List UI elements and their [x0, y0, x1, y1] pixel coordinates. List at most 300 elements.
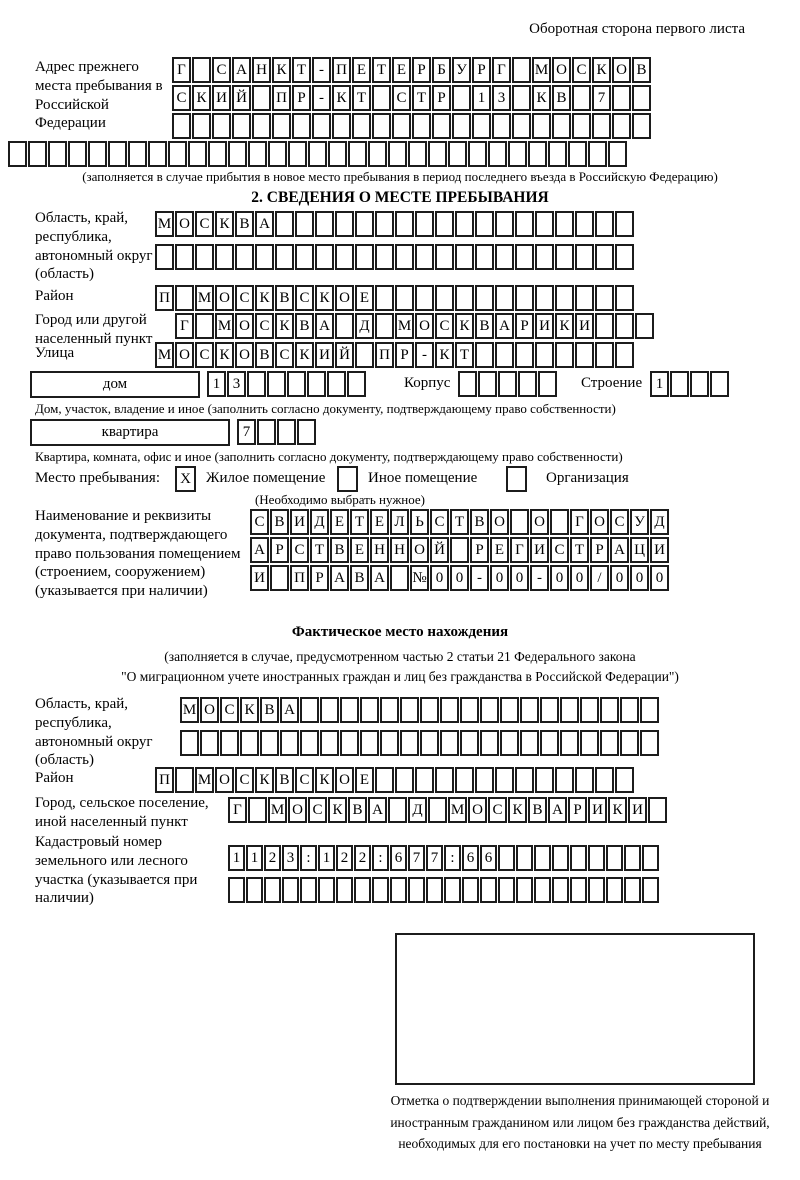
char-box[interactable]: И	[250, 565, 269, 591]
char-box[interactable]	[435, 211, 454, 237]
char-box[interactable]	[440, 730, 459, 756]
char-box[interactable]	[307, 371, 326, 397]
char-box[interactable]	[368, 141, 387, 167]
char-box[interactable]	[352, 113, 371, 139]
char-box[interactable]: Й	[335, 342, 354, 368]
char-box[interactable]	[428, 797, 447, 823]
char-box[interactable]: О	[235, 313, 254, 339]
char-box[interactable]	[295, 211, 314, 237]
char-box[interactable]	[295, 244, 314, 270]
char-box[interactable]	[475, 285, 494, 311]
char-box[interactable]: 0	[550, 565, 569, 591]
char-box[interactable]: Т	[455, 342, 474, 368]
char-box[interactable]: Е	[392, 57, 411, 83]
char-box[interactable]	[432, 113, 451, 139]
char-box[interactable]	[560, 730, 579, 756]
char-box[interactable]	[615, 211, 634, 237]
char-box[interactable]: Н	[252, 57, 271, 83]
char-box[interactable]	[200, 730, 219, 756]
char-box[interactable]: П	[375, 342, 394, 368]
char-box[interactable]	[450, 537, 469, 563]
char-box[interactable]	[267, 371, 286, 397]
char-box[interactable]: В	[350, 565, 369, 591]
char-box[interactable]	[475, 342, 494, 368]
char-box[interactable]	[426, 877, 443, 903]
char-box[interactable]: 3	[227, 371, 246, 397]
char-box[interactable]	[510, 509, 529, 535]
char-box[interactable]	[246, 877, 263, 903]
char-box[interactable]: П	[290, 565, 309, 591]
char-box[interactable]	[395, 211, 414, 237]
char-box[interactable]	[480, 877, 497, 903]
char-box[interactable]	[408, 141, 427, 167]
char-box[interactable]	[455, 211, 474, 237]
char-box[interactable]: С	[235, 767, 254, 793]
char-box[interactable]	[552, 845, 569, 871]
char-box[interactable]	[615, 285, 634, 311]
char-box[interactable]: К	[295, 342, 314, 368]
char-box[interactable]: Р	[472, 57, 491, 83]
char-box[interactable]	[478, 371, 497, 397]
char-box[interactable]	[308, 141, 327, 167]
char-box[interactable]	[516, 877, 533, 903]
char-box[interactable]	[435, 285, 454, 311]
char-box[interactable]: П	[332, 57, 351, 83]
char-box[interactable]: К	[328, 797, 347, 823]
char-box[interactable]	[615, 342, 634, 368]
char-box[interactable]	[340, 697, 359, 723]
char-box[interactable]: Т	[372, 57, 391, 83]
char-box[interactable]	[408, 877, 425, 903]
char-box[interactable]	[336, 877, 353, 903]
char-box[interactable]	[360, 730, 379, 756]
char-box[interactable]	[575, 211, 594, 237]
char-box[interactable]	[498, 877, 515, 903]
char-box[interactable]	[495, 244, 514, 270]
char-box[interactable]	[552, 877, 569, 903]
char-box[interactable]	[550, 509, 569, 535]
char-box[interactable]	[670, 371, 689, 397]
char-box[interactable]: С	[172, 85, 191, 111]
char-box[interactable]	[360, 697, 379, 723]
char-box[interactable]: 2	[354, 845, 371, 871]
char-box[interactable]	[375, 211, 394, 237]
char-box[interactable]	[28, 141, 47, 167]
char-box[interactable]	[435, 244, 454, 270]
char-box[interactable]	[395, 285, 414, 311]
char-box[interactable]	[615, 313, 634, 339]
char-box[interactable]: Р	[310, 565, 329, 591]
char-box[interactable]	[710, 371, 729, 397]
char-box[interactable]	[642, 845, 659, 871]
char-box[interactable]	[420, 697, 439, 723]
char-box[interactable]	[570, 845, 587, 871]
char-box[interactable]	[575, 342, 594, 368]
char-box[interactable]: М	[195, 767, 214, 793]
char-box[interactable]: С	[275, 342, 294, 368]
char-box[interactable]	[340, 730, 359, 756]
char-box[interactable]	[535, 211, 554, 237]
char-box[interactable]	[400, 697, 419, 723]
char-box[interactable]: И	[315, 342, 334, 368]
char-box[interactable]: Е	[352, 57, 371, 83]
char-box[interactable]	[475, 244, 494, 270]
char-box[interactable]	[228, 877, 245, 903]
char-box[interactable]	[68, 141, 87, 167]
char-box[interactable]	[555, 211, 574, 237]
char-box[interactable]	[608, 141, 627, 167]
char-box[interactable]	[624, 845, 641, 871]
char-box[interactable]: Т	[292, 57, 311, 83]
char-box[interactable]: 0	[650, 565, 669, 591]
char-box[interactable]: И	[290, 509, 309, 535]
char-box[interactable]: Г	[492, 57, 511, 83]
char-box[interactable]	[212, 113, 231, 139]
char-box[interactable]	[215, 244, 234, 270]
char-box[interactable]	[180, 730, 199, 756]
char-box[interactable]	[300, 730, 319, 756]
char-box[interactable]: Т	[350, 509, 369, 535]
char-box[interactable]: К	[275, 313, 294, 339]
char-box[interactable]	[595, 767, 614, 793]
char-box[interactable]	[480, 697, 499, 723]
char-box[interactable]: -	[312, 57, 331, 83]
char-box[interactable]	[495, 211, 514, 237]
char-box[interactable]: В	[348, 797, 367, 823]
char-box[interactable]	[280, 730, 299, 756]
char-box[interactable]: Д	[650, 509, 669, 535]
char-box[interactable]	[448, 141, 467, 167]
char-box[interactable]: Г	[175, 313, 194, 339]
char-box[interactable]: М	[268, 797, 287, 823]
char-box[interactable]: О	[552, 57, 571, 83]
char-box[interactable]: Р	[270, 537, 289, 563]
char-box[interactable]	[575, 285, 594, 311]
char-box[interactable]	[355, 342, 374, 368]
char-box[interactable]	[535, 342, 554, 368]
char-box[interactable]: А	[315, 313, 334, 339]
char-box[interactable]: Т	[450, 509, 469, 535]
char-box[interactable]: Н	[370, 537, 389, 563]
char-box[interactable]	[155, 244, 174, 270]
char-box[interactable]: 2	[264, 845, 281, 871]
char-box[interactable]: Т	[352, 85, 371, 111]
char-box[interactable]: П	[155, 767, 174, 793]
char-box[interactable]	[288, 141, 307, 167]
char-box[interactable]	[192, 57, 211, 83]
char-box[interactable]	[515, 211, 534, 237]
char-box[interactable]: И	[535, 313, 554, 339]
char-box[interactable]	[392, 113, 411, 139]
char-box[interactable]: 7	[237, 419, 256, 445]
char-box[interactable]: О	[215, 767, 234, 793]
char-box[interactable]	[335, 244, 354, 270]
char-box[interactable]	[690, 371, 709, 397]
char-box[interactable]	[255, 244, 274, 270]
char-box[interactable]: А	[232, 57, 251, 83]
char-box[interactable]	[337, 466, 358, 492]
char-box[interactable]: 6	[462, 845, 479, 871]
char-box[interactable]: В	[295, 313, 314, 339]
char-box[interactable]	[606, 845, 623, 871]
char-box[interactable]: С	[195, 342, 214, 368]
char-box[interactable]: О	[410, 537, 429, 563]
char-box[interactable]	[128, 141, 147, 167]
char-box[interactable]	[495, 285, 514, 311]
char-box[interactable]: С	[220, 697, 239, 723]
char-box[interactable]	[240, 730, 259, 756]
char-box[interactable]	[168, 141, 187, 167]
char-box[interactable]: О	[590, 509, 609, 535]
char-box[interactable]	[595, 211, 614, 237]
char-box[interactable]	[348, 141, 367, 167]
char-box[interactable]	[312, 113, 331, 139]
char-box[interactable]: И	[212, 85, 231, 111]
char-box[interactable]	[515, 767, 534, 793]
char-box[interactable]: И	[588, 797, 607, 823]
char-box[interactable]: Е	[355, 285, 374, 311]
char-box[interactable]: С	[435, 313, 454, 339]
char-box[interactable]	[257, 419, 276, 445]
char-box[interactable]: С	[392, 85, 411, 111]
char-box[interactable]	[372, 113, 391, 139]
char-box[interactable]	[515, 244, 534, 270]
char-box[interactable]: №	[410, 565, 429, 591]
char-box[interactable]	[415, 244, 434, 270]
char-box[interactable]: 1	[472, 85, 491, 111]
char-box[interactable]: М	[180, 697, 199, 723]
char-box[interactable]	[615, 767, 634, 793]
char-box[interactable]	[588, 845, 605, 871]
char-box[interactable]	[175, 767, 194, 793]
char-box[interactable]: О	[288, 797, 307, 823]
char-box[interactable]	[512, 57, 531, 83]
char-box[interactable]: /	[590, 565, 609, 591]
char-box[interactable]	[300, 877, 317, 903]
char-box[interactable]	[320, 730, 339, 756]
char-box[interactable]	[515, 285, 534, 311]
char-box[interactable]: -	[470, 565, 489, 591]
char-box[interactable]	[228, 141, 247, 167]
char-box[interactable]	[512, 113, 531, 139]
char-box[interactable]	[500, 730, 519, 756]
char-box[interactable]: О	[235, 342, 254, 368]
char-box[interactable]	[620, 730, 639, 756]
char-box[interactable]	[534, 877, 551, 903]
char-box[interactable]	[538, 371, 557, 397]
char-box[interactable]: 1	[650, 371, 669, 397]
char-box[interactable]: С	[290, 537, 309, 563]
char-box[interactable]: 0	[510, 565, 529, 591]
char-box[interactable]: 0	[490, 565, 509, 591]
char-box[interactable]: С	[308, 797, 327, 823]
char-box[interactable]	[498, 845, 515, 871]
char-box[interactable]	[600, 697, 619, 723]
char-box[interactable]	[390, 565, 409, 591]
char-box[interactable]: 1	[228, 845, 245, 871]
char-box[interactable]: М	[155, 211, 174, 237]
char-box[interactable]	[300, 697, 319, 723]
char-box[interactable]	[512, 85, 531, 111]
char-box[interactable]: 0	[430, 565, 449, 591]
char-box[interactable]	[412, 113, 431, 139]
char-box[interactable]	[548, 141, 567, 167]
char-box[interactable]: Й	[430, 537, 449, 563]
char-box[interactable]: Е	[330, 509, 349, 535]
char-box[interactable]: Г	[228, 797, 247, 823]
char-box[interactable]	[555, 342, 574, 368]
char-box[interactable]: Т	[310, 537, 329, 563]
char-box[interactable]: К	[332, 85, 351, 111]
char-box[interactable]	[355, 244, 374, 270]
char-box[interactable]	[615, 244, 634, 270]
char-box[interactable]	[475, 767, 494, 793]
char-box[interactable]: К	[215, 211, 234, 237]
char-box[interactable]: В	[275, 767, 294, 793]
char-box[interactable]	[595, 244, 614, 270]
char-box[interactable]: Б	[432, 57, 451, 83]
char-box[interactable]: 2	[336, 845, 353, 871]
char-box[interactable]: П	[155, 285, 174, 311]
char-box[interactable]	[297, 419, 316, 445]
char-box[interactable]: 0	[610, 565, 629, 591]
char-box[interactable]: С	[250, 509, 269, 535]
char-box[interactable]: У	[630, 509, 649, 535]
char-box[interactable]	[320, 697, 339, 723]
char-box[interactable]: :	[300, 845, 317, 871]
char-box[interactable]	[108, 141, 127, 167]
char-box[interactable]: А	[610, 537, 629, 563]
char-box[interactable]	[455, 244, 474, 270]
char-box[interactable]	[318, 877, 335, 903]
char-box[interactable]	[248, 141, 267, 167]
char-box[interactable]: Р	[470, 537, 489, 563]
char-box[interactable]: 6	[480, 845, 497, 871]
char-box[interactable]: А	[495, 313, 514, 339]
char-box[interactable]	[532, 113, 551, 139]
char-box[interactable]: К	[508, 797, 527, 823]
char-box[interactable]	[560, 697, 579, 723]
char-box[interactable]: Р	[395, 342, 414, 368]
char-box[interactable]: О	[175, 342, 194, 368]
char-box[interactable]	[428, 141, 447, 167]
char-box[interactable]: П	[272, 85, 291, 111]
char-box[interactable]: Ц	[630, 537, 649, 563]
char-box[interactable]: К	[192, 85, 211, 111]
char-box[interactable]	[640, 730, 659, 756]
char-box[interactable]	[415, 285, 434, 311]
char-box[interactable]	[275, 244, 294, 270]
char-box[interactable]	[355, 211, 374, 237]
char-box[interactable]	[552, 113, 571, 139]
char-box[interactable]	[612, 85, 631, 111]
char-box[interactable]	[632, 85, 651, 111]
char-box[interactable]	[535, 285, 554, 311]
char-box[interactable]: А	[370, 565, 389, 591]
char-box[interactable]: 0	[570, 565, 589, 591]
char-box[interactable]: А	[280, 697, 299, 723]
char-box[interactable]: К	[315, 285, 334, 311]
char-box[interactable]: В	[235, 211, 254, 237]
char-box[interactable]: И	[575, 313, 594, 339]
char-box[interactable]	[395, 767, 414, 793]
char-box[interactable]: Р	[432, 85, 451, 111]
char-box[interactable]	[535, 767, 554, 793]
char-box[interactable]	[175, 244, 194, 270]
char-box[interactable]	[208, 141, 227, 167]
char-box[interactable]: Г	[172, 57, 191, 83]
char-box[interactable]: Г	[510, 537, 529, 563]
char-box[interactable]	[328, 141, 347, 167]
char-box[interactable]	[508, 141, 527, 167]
char-box[interactable]: К	[592, 57, 611, 83]
char-box[interactable]	[188, 141, 207, 167]
char-box[interactable]: О	[530, 509, 549, 535]
char-box[interactable]: Е	[370, 509, 389, 535]
char-box[interactable]	[475, 211, 494, 237]
char-box[interactable]	[88, 141, 107, 167]
char-box[interactable]: Д	[355, 313, 374, 339]
char-box[interactable]	[220, 730, 239, 756]
char-box[interactable]: М	[195, 285, 214, 311]
char-box[interactable]	[388, 797, 407, 823]
char-box[interactable]: А	[330, 565, 349, 591]
char-box[interactable]: Д	[408, 797, 427, 823]
char-box[interactable]	[520, 697, 539, 723]
char-box[interactable]	[192, 113, 211, 139]
char-box[interactable]	[540, 697, 559, 723]
char-box[interactable]: М	[395, 313, 414, 339]
char-box[interactable]	[435, 767, 454, 793]
char-box[interactable]	[528, 141, 547, 167]
char-box[interactable]: К	[532, 85, 551, 111]
char-box[interactable]	[595, 313, 614, 339]
char-box[interactable]: И	[530, 537, 549, 563]
char-box[interactable]	[462, 877, 479, 903]
char-box[interactable]: В	[552, 85, 571, 111]
char-box[interactable]: 7	[408, 845, 425, 871]
char-box[interactable]	[270, 565, 289, 591]
char-box[interactable]: К	[272, 57, 291, 83]
char-box[interactable]: Р	[515, 313, 534, 339]
char-box[interactable]	[612, 113, 631, 139]
char-box[interactable]	[592, 113, 611, 139]
char-box[interactable]	[518, 371, 537, 397]
char-box[interactable]	[572, 113, 591, 139]
char-box[interactable]	[575, 244, 594, 270]
char-box[interactable]	[555, 767, 574, 793]
char-box[interactable]: О	[490, 509, 509, 535]
char-box[interactable]: С	[430, 509, 449, 535]
char-box[interactable]: 6	[390, 845, 407, 871]
char-box[interactable]	[388, 141, 407, 167]
char-box[interactable]: С	[235, 285, 254, 311]
char-box[interactable]: :	[372, 845, 389, 871]
char-box[interactable]	[292, 113, 311, 139]
char-box[interactable]: В	[270, 509, 289, 535]
char-box[interactable]	[506, 466, 527, 492]
char-box[interactable]	[632, 113, 651, 139]
char-box[interactable]	[640, 697, 659, 723]
char-box[interactable]	[595, 285, 614, 311]
char-box[interactable]	[534, 845, 551, 871]
char-box[interactable]	[635, 313, 654, 339]
char-box[interactable]	[515, 342, 534, 368]
char-box[interactable]	[235, 244, 254, 270]
char-box[interactable]	[415, 767, 434, 793]
char-box[interactable]: О	[612, 57, 631, 83]
char-box[interactable]	[580, 730, 599, 756]
